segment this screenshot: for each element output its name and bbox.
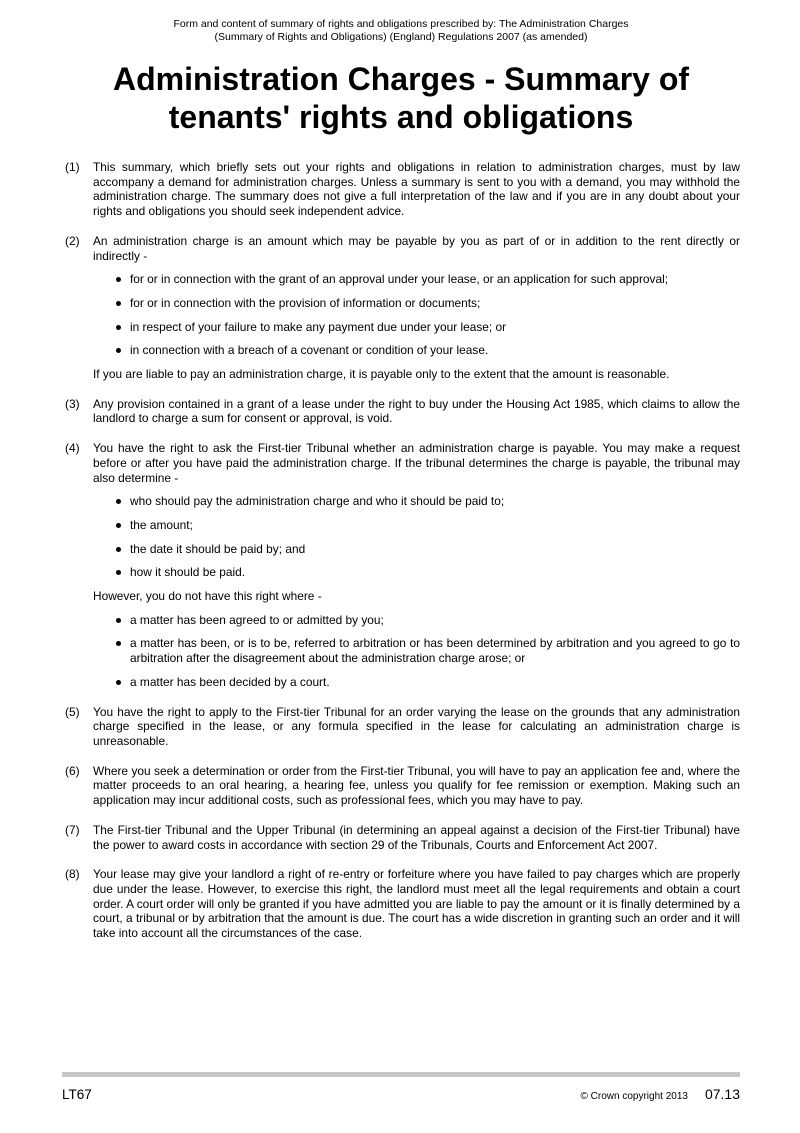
paragraph-number: (5) [65,704,80,719]
paragraph-closing-text: If you are liable to pay an administration charge, it is payable only to the extent that the amount is reasonable. [93,367,670,382]
bullet-icon [116,641,121,646]
list-item-text: for or in connection with the grant of an approval under your lease, or an application for such approval; [130,272,669,287]
list-item-text: for or in connection with the provision of information or documents; [130,295,481,310]
paragraph-number: (4) [65,441,80,456]
list-item [130,296,740,311]
paragraph-text: This summary, which briefly sets out your rights and obligations in relation to administration charges, must by law accompany a demand for administration charges. Unless a summary is sent to you with a demand, you may withhold the administration charge. The summary does not give a full interpretation of the law and if you are in any doubt about your rights and obligations you should seek independent advice. [93,160,740,219]
paragraph-5 [65,705,740,749]
list-item-text: a matter has been, or is to be, referred to arbitration or has been determined by arbitration and you agreed to go to arbitration after the disagreement about the administration charge arose; or [130,636,740,666]
bullet-icon [116,325,121,330]
list-item [130,613,740,628]
paragraph-subheading: However, you do not have this right where - [93,589,322,604]
bullet-list [93,272,740,358]
paragraph-text: Your lease may give your landlord a right of re-entry or forfeiture where you have failed to pay charges which are properly due under the lease. However, to exercise this right, the landlord must meet all the legal requirements and obtain a court order. A court order will only be granted if you have admitted you are liable to pay the amount or it is finally determined by a court, a tribunal or by arbitration that the amount is due. The court has a wide discretion in granting such an order and it will take into account all the circumstances of the case. [93,867,740,941]
page-footer [62,1072,740,1102]
crown-copyright: © Crown copyright 2013 [580,1091,688,1102]
list-item-text: a matter has been decided by a court. [130,674,330,689]
list-item [130,343,740,358]
paragraph-6 [65,764,740,808]
paragraph-number: (3) [65,396,80,411]
list-item-text: the date it should be paid by; and [130,541,306,556]
list-item [130,518,740,533]
paragraph-2 [65,234,740,382]
list-item [130,494,740,509]
list-item-text: a matter has been agreed to or admitted by you; [130,612,384,627]
prescribed-form-note-line2: (Summary of Rights and Obligations) (England) Regulations 2007 (as amended) [214,31,588,43]
list-item [130,636,740,665]
form-code: LT67 [62,1087,92,1102]
footer-row [62,1086,740,1102]
bullet-icon [116,523,121,528]
paragraph-text: The First-tier Tribunal and the Upper Tribunal (in determining an appeal against a decision of the First-tier Tribunal) have the power to award costs in accordance with section 29 of the Tribunals, Courts and Enforcement Act 2007. [93,822,740,852]
list-item-text: the amount; [130,517,193,532]
paragraph-text: You have the right to apply to the First-tier Tribunal for an order varying the lease on the grounds that any administration charge specified in the lease, or any formula specified in the lease for calculating an administration charge is unreasonable. [93,704,740,748]
paragraph-text: You have the right to ask the First-tier Tribunal whether an administration charge is payable. You may make a request before or after you have paid the administration charge. If the tribunal determines the charge is payable, the tribunal may also determine - [93,441,740,485]
bullet-icon [116,348,121,353]
paragraph-number: (8) [65,867,80,882]
list-item [130,320,740,335]
bullet-icon [116,277,121,282]
bullet-icon [116,618,121,623]
paragraph-text: Any provision contained in a grant of a lease under the right to buy under the Housing Act 1985, which claims to allow the landlord to charge a sum for consent or approval, is void. [93,396,740,426]
list-item [130,542,740,557]
list-item-text: who should pay the administration charge and who it should be paid to; [130,494,505,509]
footer-divider [62,1072,740,1077]
bullet-list [93,613,740,690]
bullet-list [93,494,740,580]
list-item-text: in connection with a breach of a covenant or condition of your lease. [130,343,489,358]
page-title [62,60,740,136]
list-item [130,675,740,690]
paragraph-text: An administration charge is an amount which may be payable by you as part of or in addition to the rent directly or indirectly - [93,233,740,263]
list-item-text: in respect of your failure to make any payment due under your lease; or [130,319,507,334]
form-version: 07.13 [704,1086,740,1102]
paragraph-3 [65,397,740,426]
list-item [130,272,740,287]
paragraph-number: (7) [65,822,80,837]
prescribed-form-note-line1: Form and content of summary of rights and obligations prescribed by: The Administration Charges [173,18,629,30]
paragraph-text: Where you seek a determination or order from the First-tier Tribunal, you will have to pay an application fee and, where the matter proceeds to an oral hearing, a hearing fee, unless you qualify for fee remission or exemption. Making such an application may incur additional costs, such as professional fees, which you may have to pay. [93,763,740,808]
page-title-line2: tenants' rights and obligations [168,99,634,135]
paragraph-number: (2) [65,233,80,248]
list-item [130,565,740,580]
paragraph-7 [65,823,740,852]
paragraph-8 [65,867,740,941]
paragraph-1 [65,160,740,219]
paragraph-number: (1) [65,160,80,174]
footer-right-group [581,1086,740,1102]
page-title-line1: Administration Charges - Summary of [112,61,690,97]
document-body [62,160,740,941]
bullet-icon [116,680,121,685]
bullet-icon [116,301,121,306]
paragraph-4 [65,441,740,689]
bullet-icon [116,499,121,504]
paragraph-number: (6) [65,763,80,778]
list-item-text: how it should be paid. [130,565,246,580]
bullet-icon [116,547,121,552]
bullet-icon [116,570,121,575]
prescribed-form-note [62,18,740,44]
